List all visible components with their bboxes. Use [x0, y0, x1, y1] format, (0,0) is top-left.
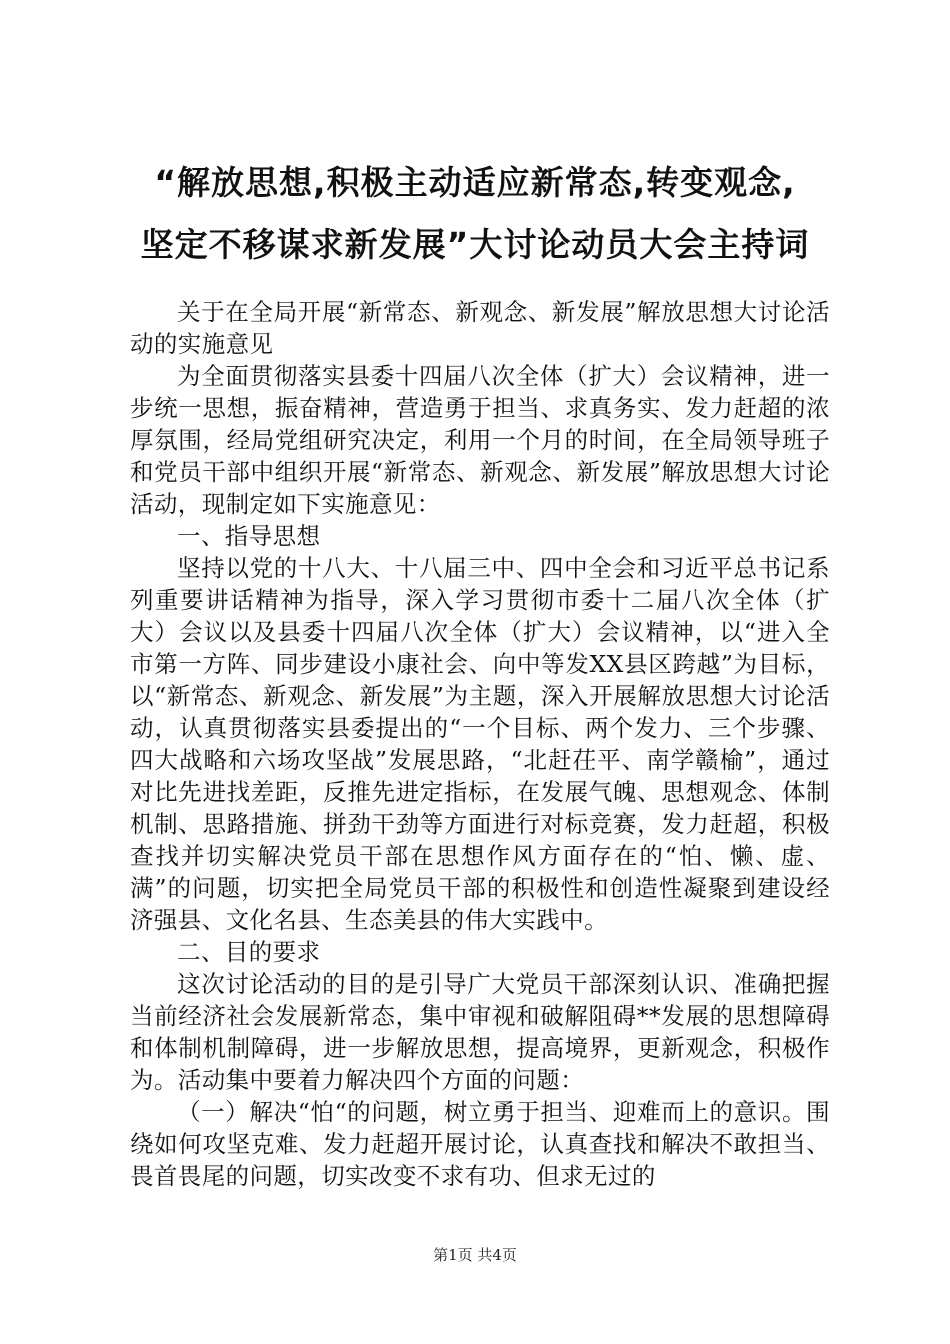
document-body	[130, 296, 830, 1192]
paragraph-guiding-thought: 坚持以党的十八大、十八届三中、四中全会和习近平总书记系列重要讲话精神为指导，深入学习贯彻市委十二届八次全体（扩大）会议以及县委十四届八次全体（扩大）会议精神，以“进入全市第一方阵、同步建设小康社会、向中等发XX县区跨越”为目标，以“新常态、新观念、新发展”为主题，深入开展解放思想大讨论活动，认真贯彻落实县委提出的“一个目标、两个发力、三个步骤、四大战略和六场攻坚战”发展思路，“北赶茌平、南学赣榆”，通过对比先进找差距，反推先进定指标，在发展气魄、思想观念、体制机制、思路措施、拼劲干劲等方面进行对标竞赛，发力赶超，积极查找并切实解决党员干部在思想作风方面存在的“怕、懒、虚、满”的问题，切实把全局党员干部的积极性和创造性凝聚到建设经济强县、文化名县、生态美县的伟大实践中。	[130, 554, 830, 934]
section-heading-objectives: 二、目的要求	[177, 938, 321, 966]
paragraph-intro: 为全面贯彻落实县委十四届八次全体（扩大）会议精神，进一步统一思想，振奋精神，营造勇于担当、求真务实、发力赶超的浓厚氛围，经局党组研究决定，利用一个月的时间，在全局领导班子和党员干部中组织开展“新常态、新观念、新发展”解放思想大讨论活动，现制定如下实施意见：	[130, 362, 830, 518]
paragraph-objectives: 这次讨论活动的目的是引导广大党员干部深刻认识、准确把握当前经济社会发展新常态，集中审视和破解阻碍**发展的思想障碍和体制机制障碍，进一步解放思想，提高境界，更新观念，积极作为。活动集中要着力解决四个方面的问题：	[130, 970, 830, 1094]
title-line-1: “解放思想,积极主动适应新常态,转变观念,	[154, 163, 796, 202]
paragraph-subtitle: 关于在全局开展“新常态、新观念、新发展”解放思想大讨论活动的实施意见	[130, 298, 830, 358]
paragraph-item-1: （一）解决“怕“的问题，树立勇于担当、迎难而上的意识。围绕如何攻坚克难、发力赶超开展讨论，认真查找和解决不敢担当、畏首畏尾的问题，切实改变不求有功、但求无过的	[130, 1098, 830, 1190]
title-line-2: 坚定不移谋求新发展”大讨论动员大会主持词	[140, 225, 810, 264]
section-heading-guiding-thought: 一、指导思想	[177, 522, 321, 550]
page-number-footer: 第1页 共4页	[433, 1246, 517, 1264]
document-title	[100, 152, 850, 276]
